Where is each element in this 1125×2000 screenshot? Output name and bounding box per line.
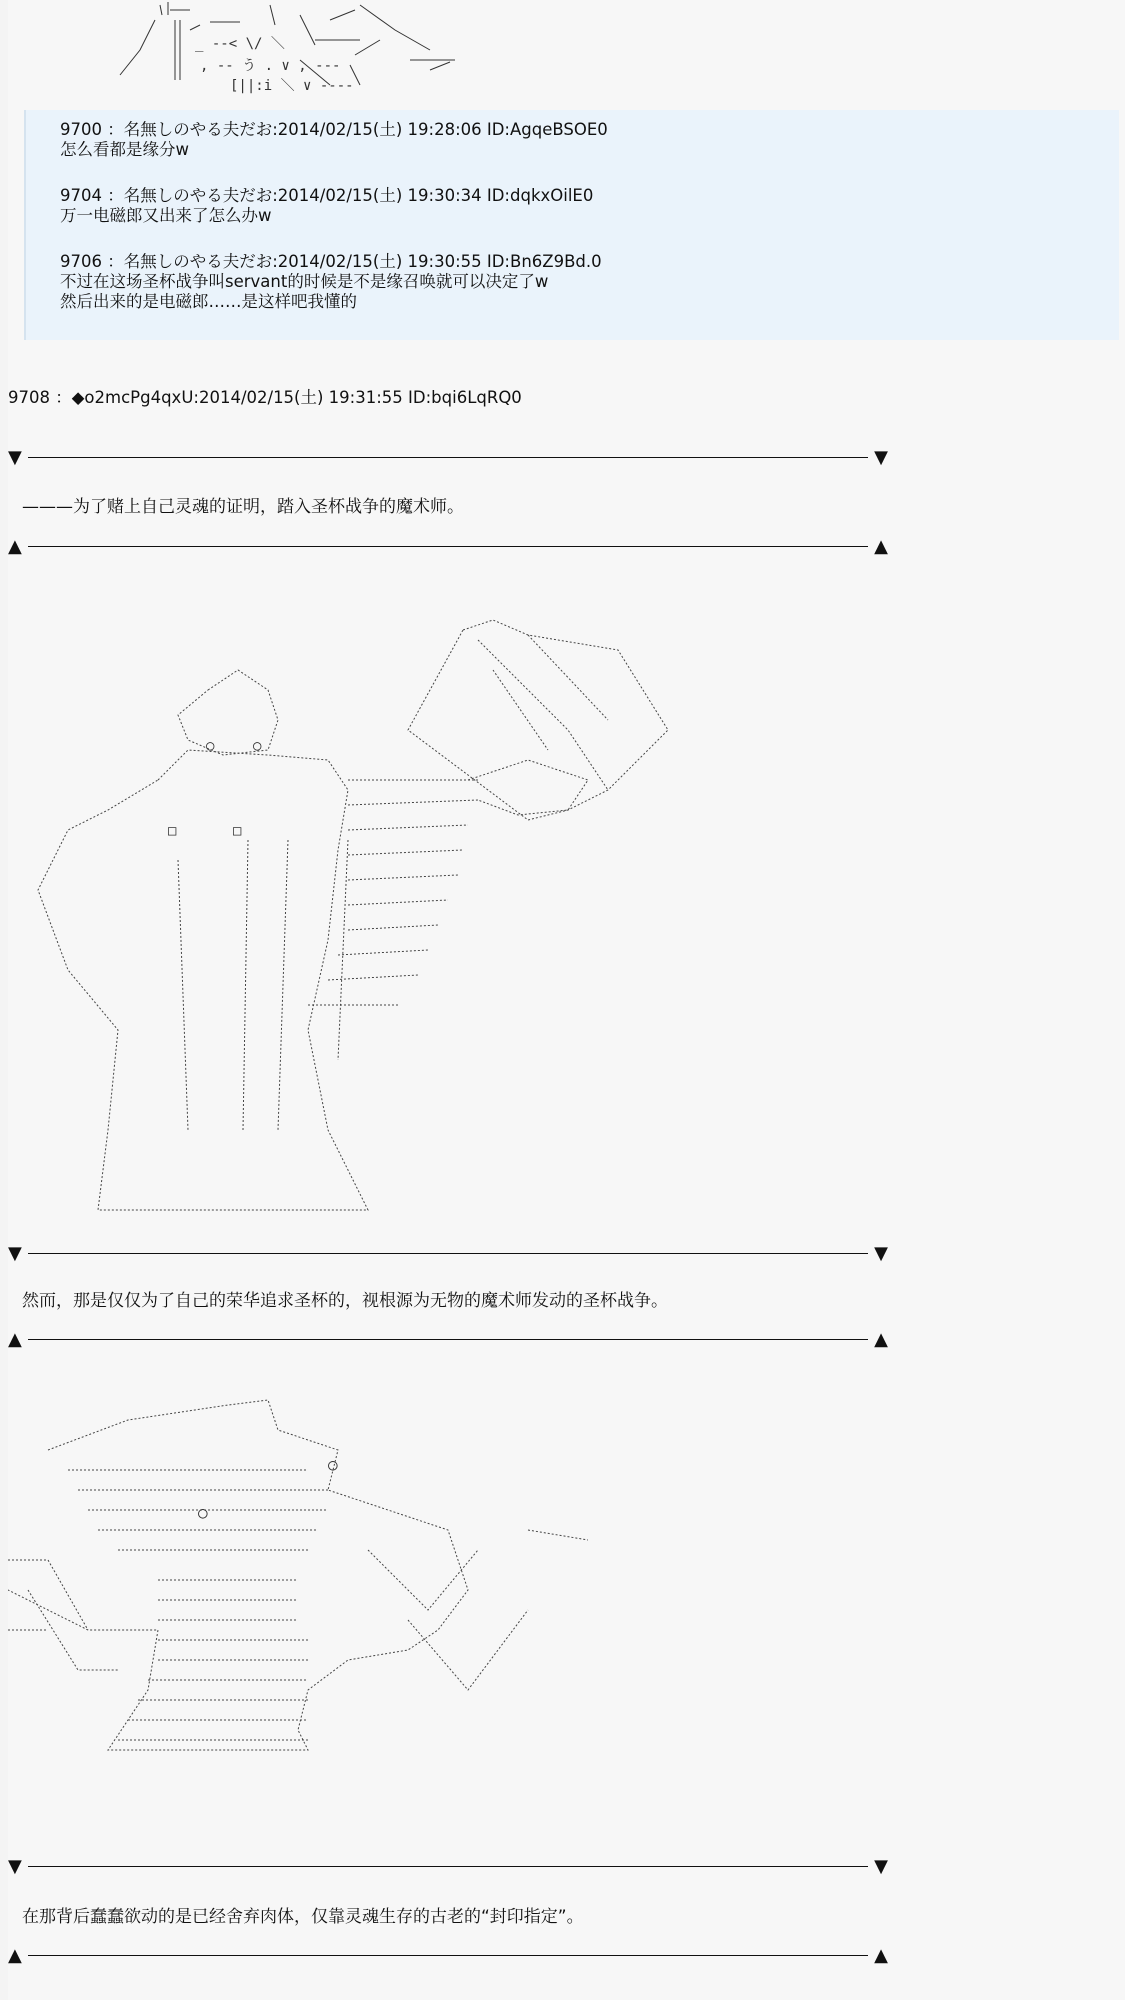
post-line: 万一电磁郎又出来了怎么办w (60, 206, 272, 225)
svg-text:○: ○ (198, 1503, 208, 1522)
post-header: 9706 ：名無しのやる夫だお:2014/02/15(土) 19:30:55 ID:Bn6Z9Bd.0 (60, 252, 602, 271)
separator-rule (28, 1339, 868, 1340)
quoted-post-9706 (60, 252, 602, 312)
ascii-art-top-fragment (100, 0, 460, 95)
triangle-down-icon: ▼ (8, 447, 22, 468)
ascii-art-shadow-creature (8, 1390, 588, 1770)
post-header: 9700 ：名無しのやる夫だお:2014/02/15(土) 19:28:06 ID:AgqeBSOE0 (60, 120, 608, 139)
separator-rule (28, 1866, 868, 1867)
separator-rule (28, 1253, 868, 1254)
separator-up (8, 1330, 888, 1350)
quoted-post-9704 (60, 186, 593, 226)
triangle-up-icon: ▲ (8, 1329, 22, 1350)
main-post-header: 9708 ：◆o2mcPg4qxU:2014/02/15(土) 19:31:55 ID:bqi6LqRQ0 (8, 388, 522, 407)
narration-line: 然而，那是仅仅为了自己的荣华追求圣杯的，视根源为无物的魔术师发动的圣杯战争。 (22, 1291, 668, 1311)
separator-rule (28, 1955, 868, 1956)
ascii-art-mage-with-book (8, 610, 878, 1230)
separator-rule (28, 546, 868, 547)
svg-text:[||:i ＼ ∨ ‐--‐: [||:i ＼ ∨ ‐--‐ (230, 78, 354, 94)
svg-text:□: □ (168, 823, 177, 839)
triangle-up-icon: ▲ (874, 536, 888, 557)
separator-down (8, 1857, 888, 1877)
triangle-up-icon: ▲ (8, 536, 22, 557)
separator-down (8, 1244, 888, 1264)
post-line: 不过在这场圣杯战争叫servant的时候是不是缘召唤就可以决定了w (60, 272, 549, 291)
triangle-up-icon: ▲ (8, 1945, 22, 1966)
left-gutter (0, 0, 8, 2000)
triangle-up-icon: ▲ (874, 1329, 888, 1350)
post-header: 9704 ：名無しのやる夫だお:2014/02/15(土) 19:30:34 ID:dqkxOilE0 (60, 186, 594, 205)
narration-line: ———为了赌上自己灵魂的证明，踏入圣杯战争的魔术师。 (22, 497, 464, 517)
separator-up (8, 537, 888, 557)
quoted-replies-box (24, 110, 1119, 340)
svg-text:, -- う . ∨ , -‐‐: , -- う . ∨ , -‐‐ (200, 58, 341, 74)
svg-text:○: ○ (206, 738, 215, 754)
triangle-up-icon: ▲ (874, 1945, 888, 1966)
post-line: 怎么看都是缘分w (60, 140, 189, 159)
triangle-down-icon: ▼ (8, 1243, 22, 1264)
quoted-post-9700 (60, 120, 608, 160)
separator-rule (28, 457, 868, 458)
triangle-down-icon: ▼ (8, 1856, 22, 1877)
narration-line: 在那背后蠢蠢欲动的是已经舍弃肉体，仅靠灵魂生存的古老的“封印指定”。 (22, 1907, 584, 1927)
triangle-down-icon: ▼ (874, 1856, 888, 1877)
svg-text:_ --< \/ ＼: _ --< \/ ＼ (195, 36, 285, 52)
svg-text:□: □ (233, 823, 242, 839)
svg-text:○: ○ (328, 1455, 338, 1474)
triangle-down-icon: ▼ (874, 1243, 888, 1264)
post-line: 然后出来的是电磁郎……是这样吧我懂的 (60, 292, 357, 311)
separator-up (8, 1946, 888, 1966)
separator-down (8, 448, 888, 468)
triangle-down-icon: ▼ (874, 447, 888, 468)
svg-text:○: ○ (253, 738, 262, 754)
